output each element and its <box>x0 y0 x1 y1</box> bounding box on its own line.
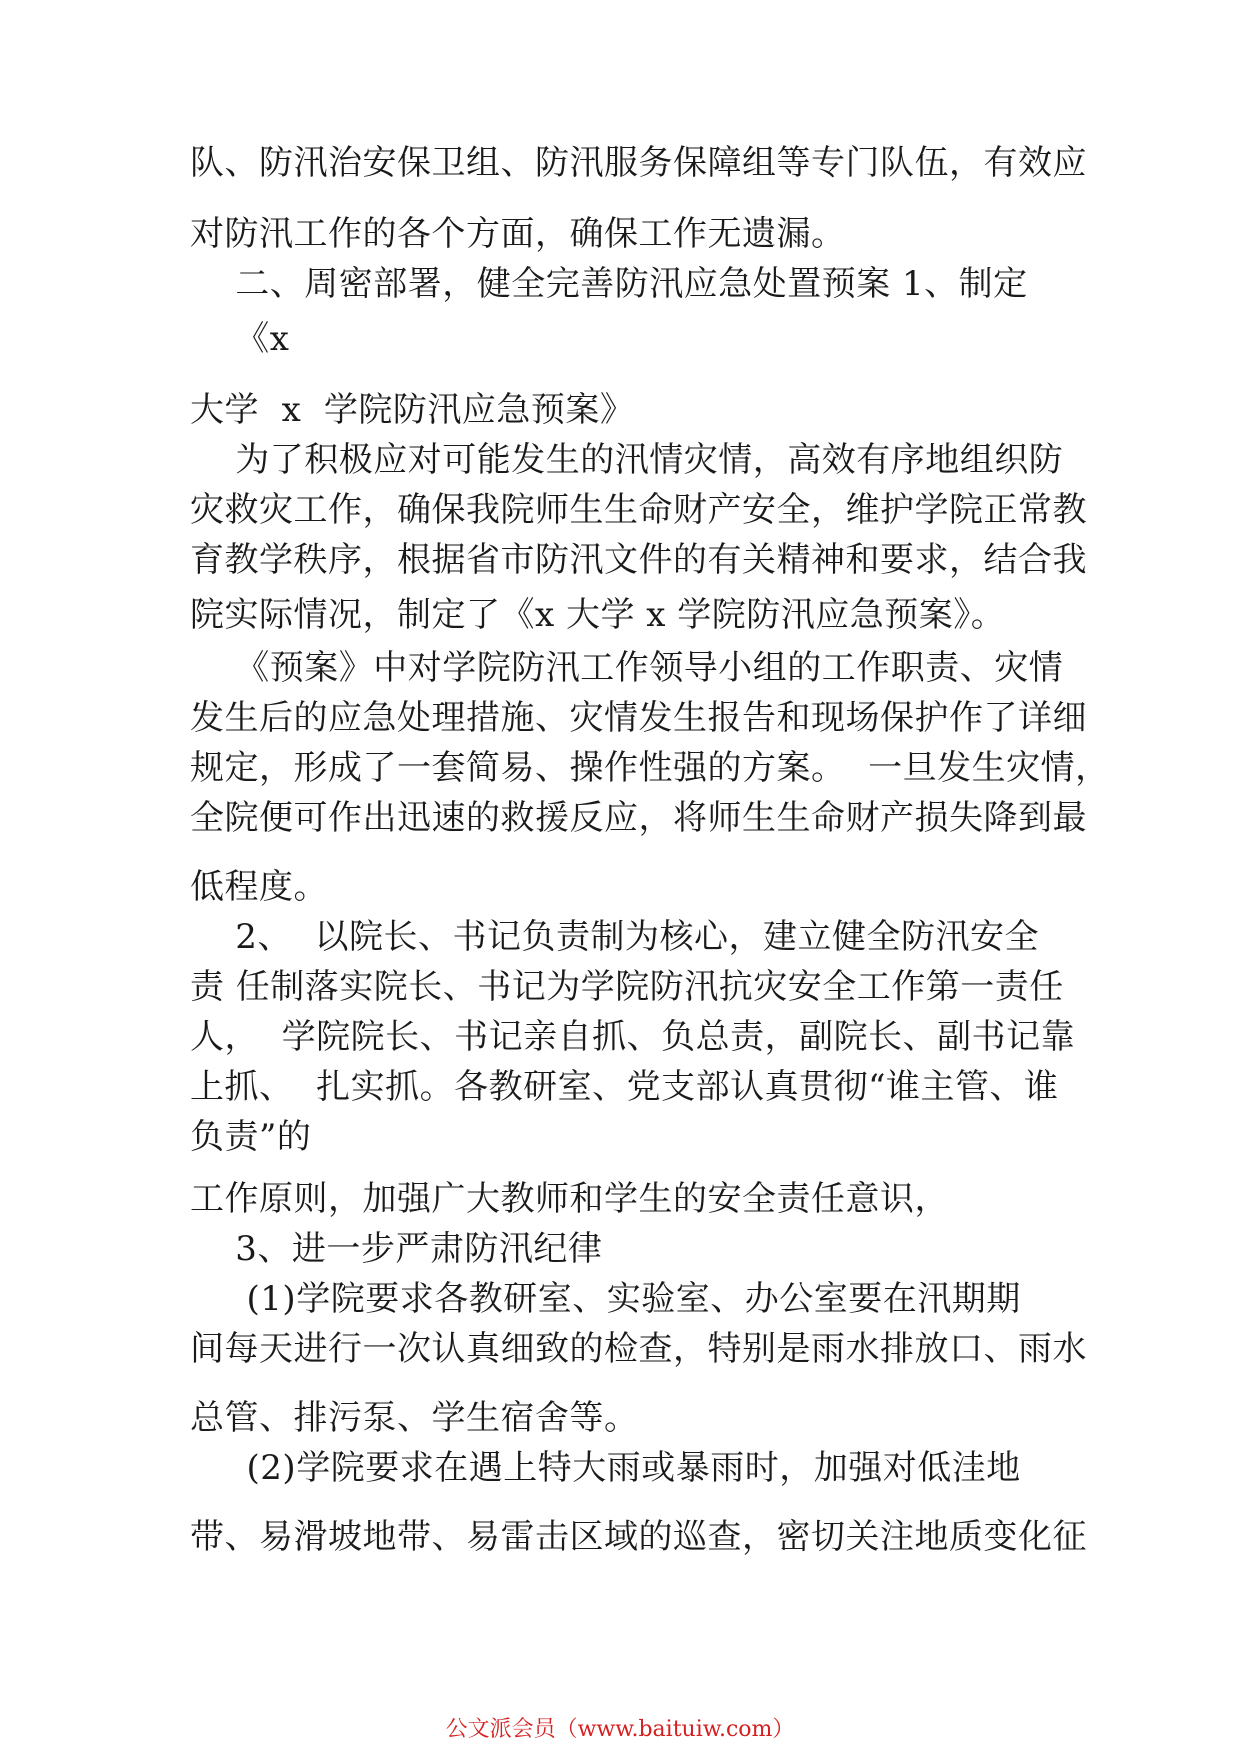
heading-line: 3、进一步严肃防汛纪律 <box>190 1229 603 1269</box>
text-line: 工作原则，加强广大教师和学生的安全责任意识， <box>190 1179 949 1219</box>
text-line: 2、 以院长、书记负责制为核心，建立健全防汛安全 <box>190 917 1039 957</box>
text-line: 人， 学院院长、书记亲自抓、负总责，副院长、副书记靠 <box>190 1017 1076 1057</box>
text-line: 为了积极应对可能发生的汛情灾情，高效有序地组织防 <box>190 440 1064 480</box>
text-line: 发生后的应急处理措施、灾情发生报告和现场保护作了详细 <box>190 698 1087 738</box>
text-line: 带、易滑坡地带、易雷击区域的巡查，密切关注地质变化征 <box>190 1517 1087 1557</box>
text-line: (1)学院要求各教研室、实验室、办公室要在汛期期 <box>190 1279 1021 1319</box>
text-line: 灾救灾工作，确保我院师生生命财产安全，维护学院正常教 <box>190 490 1087 530</box>
footer-watermark[interactable]: 公文派会员（www.baituiw.com） <box>445 1717 795 1742</box>
heading-line: 二、周密部署，健全完善防汛应急处置预案 1、制定 <box>190 264 1028 304</box>
text-line: 《预案》中对学院防汛工作领导小组的工作职责、灾情 <box>190 648 1064 688</box>
text-line: 低程度。 <box>190 867 328 907</box>
text-line: 队、防汛治安保卫组、防汛服务保障组等专门队伍，有效应 <box>190 143 1087 183</box>
text-line: 《x <box>190 319 290 359</box>
text-line: 责 任制落实院长、书记为学院防汛抗灾安全工作第一责任 <box>190 967 1064 1007</box>
text-line: 院实际情况，制定了《x 大学 x 学院防汛应急预案》。 <box>190 595 1006 635</box>
text-line: 育教学秩序，根据省市防汛文件的有关精神和要求，结合我 <box>190 540 1087 580</box>
text-line: (2)学院要求在遇上特大雨或暴雨时，加强对低洼地 <box>190 1448 1021 1488</box>
text-line: 总管、排污泵、学生宿舍等。 <box>190 1398 639 1438</box>
text-line: 全院便可作出迅速的救援反应，将师生生命财产损失降到最 <box>190 798 1087 838</box>
text-line: 规定，形成了一套简易、操作性强的方案。 一旦发生灾情， <box>190 748 1110 788</box>
text-line: 上抓、 扎实抓。各教研室、党支部认真贯彻“谁主管、谁 <box>190 1067 1059 1107</box>
text-line: 对防汛工作的各个方面，确保工作无遗漏。 <box>190 214 846 254</box>
text-line: 负责”的 <box>190 1117 312 1157</box>
text-line: 大学 x 学院防汛应急预案》 <box>190 390 635 430</box>
text-line: 间每天进行一次认真细致的检查，特别是雨水排放口、雨水 <box>190 1329 1087 1369</box>
